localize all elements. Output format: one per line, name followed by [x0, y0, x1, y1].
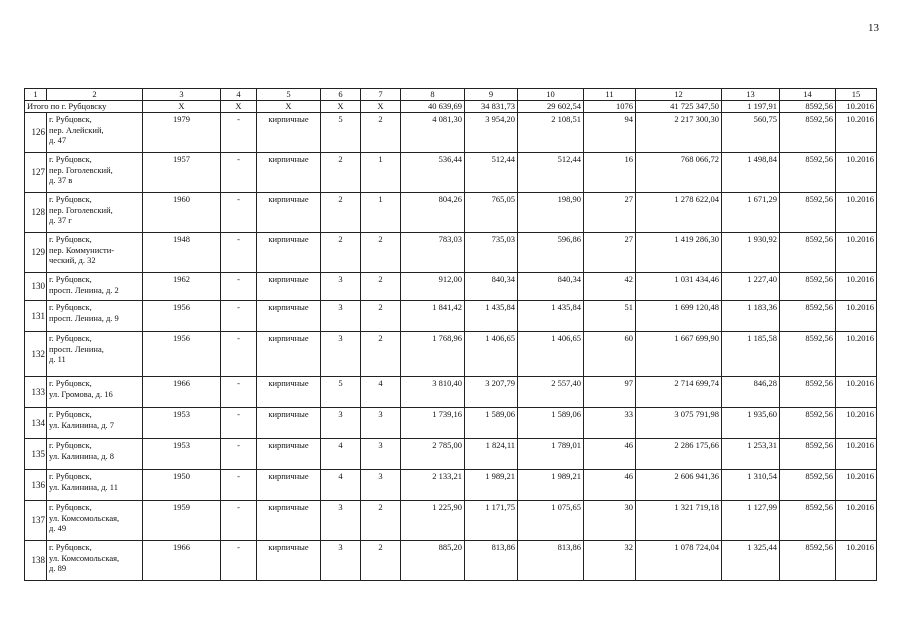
column-number-row	[25, 89, 877, 101]
address-line: ул. Калинина, д. 11	[49, 481, 118, 492]
address-cell	[47, 332, 143, 377]
value-cell: 27	[584, 193, 636, 233]
address-cell	[47, 541, 143, 581]
year-cell: 1956	[143, 332, 221, 377]
entrances-cell: 2	[361, 233, 401, 273]
value-cell: 560,75	[722, 113, 780, 153]
address-line: просп. Ленина, д. 9	[49, 312, 119, 323]
address-line: ул. Комсомольская,	[49, 512, 120, 523]
address-line: г. Рубцовск,	[49, 440, 92, 450]
value-cell: 32	[584, 541, 636, 581]
value-cell: 8592,56	[780, 301, 836, 332]
floors-cell: 3	[321, 273, 361, 301]
value-cell: 60	[584, 332, 636, 377]
year-cell: 1953	[143, 439, 221, 470]
floors-cell: 4	[321, 439, 361, 470]
address-line: г. Рубцовск,	[49, 302, 92, 312]
value-cell: 1 589,06	[518, 408, 584, 439]
floors-cell: 3	[321, 501, 361, 541]
total-cell: Х	[321, 101, 361, 113]
value-cell: 840,34	[465, 273, 518, 301]
year-cell: 1962	[143, 273, 221, 301]
dash-cell: -	[221, 273, 257, 301]
material-cell: кирпичные	[257, 470, 321, 501]
value-cell: 1 031 434,46	[636, 273, 722, 301]
value-cell: 1 435,84	[465, 301, 518, 332]
floors-cell: 5	[321, 377, 361, 408]
column-number-cell: 3	[143, 89, 221, 101]
column-number-cell: 4	[221, 89, 257, 101]
value-cell: 1 768,96	[401, 332, 465, 377]
value-cell: 30	[584, 501, 636, 541]
address-line: д. 89	[49, 563, 67, 573]
value-cell: 1 406,65	[518, 332, 584, 377]
address-line: пер. Алейский,	[49, 124, 104, 135]
address-line: ул. Калинина, д. 8	[49, 450, 115, 461]
row-number: 131	[25, 301, 47, 332]
value-cell: 2 714 699,74	[636, 377, 722, 408]
column-number-cell: 12	[636, 89, 722, 101]
row-number: 127	[25, 153, 47, 193]
address-line: д. 47	[49, 135, 67, 145]
value-cell: 1 824,11	[465, 439, 518, 470]
floors-cell: 2	[321, 193, 361, 233]
value-cell: 1 321 719,18	[636, 501, 722, 541]
value-cell: 8592,56	[780, 273, 836, 301]
address-line: пер. Гоголевский,	[49, 164, 113, 175]
year-cell: 1957	[143, 153, 221, 193]
column-number-cell: 13	[722, 89, 780, 101]
material-cell: кирпичные	[257, 439, 321, 470]
total-cell: 1 197,91	[722, 101, 780, 113]
year-cell: 1956	[143, 301, 221, 332]
value-cell: 768 066,72	[636, 153, 722, 193]
table-row	[25, 470, 877, 501]
total-cell: Х	[257, 101, 321, 113]
entrances-cell: 2	[361, 332, 401, 377]
value-cell: 10.2016	[836, 233, 877, 273]
address-line: ческий, д. 32	[49, 255, 96, 265]
floors-cell: 2	[321, 233, 361, 273]
total-cell: 1076	[584, 101, 636, 113]
table-row	[25, 332, 877, 377]
value-cell: 94	[584, 113, 636, 153]
material-cell: кирпичные	[257, 273, 321, 301]
row-number: 133	[25, 377, 47, 408]
table-row	[25, 408, 877, 439]
dash-cell: -	[221, 113, 257, 153]
value-cell: 33	[584, 408, 636, 439]
value-cell: 2 133,21	[401, 470, 465, 501]
value-cell: 885,20	[401, 541, 465, 581]
table-row	[25, 541, 877, 581]
value-cell: 1 789,01	[518, 439, 584, 470]
floors-cell: 3	[321, 541, 361, 581]
value-cell: 42	[584, 273, 636, 301]
column-number-cell: 10	[518, 89, 584, 101]
value-cell: 8592,56	[780, 193, 836, 233]
entrances-cell: 3	[361, 470, 401, 501]
entrances-cell: 2	[361, 301, 401, 332]
address-line: д. 49	[49, 523, 67, 533]
value-cell: 46	[584, 470, 636, 501]
value-cell: 97	[584, 377, 636, 408]
value-cell: 1 935,60	[722, 408, 780, 439]
value-cell: 8592,56	[780, 408, 836, 439]
value-cell: 10.2016	[836, 439, 877, 470]
year-cell: 1960	[143, 193, 221, 233]
value-cell: 512,44	[465, 153, 518, 193]
column-number-cell: 15	[836, 89, 877, 101]
value-cell: 4 081,30	[401, 113, 465, 153]
value-cell: 1 185,58	[722, 332, 780, 377]
table-row	[25, 501, 877, 541]
material-cell: кирпичные	[257, 332, 321, 377]
value-cell: 2 785,00	[401, 439, 465, 470]
value-cell: 10.2016	[836, 377, 877, 408]
value-cell: 596,86	[518, 233, 584, 273]
value-cell: 8592,56	[780, 541, 836, 581]
address-cell	[47, 193, 143, 233]
row-number: 135	[25, 439, 47, 470]
value-cell: 10.2016	[836, 470, 877, 501]
entrances-cell: 2	[361, 541, 401, 581]
address-line: просп. Ленина, д. 2	[49, 284, 119, 295]
value-cell: 1 310,54	[722, 470, 780, 501]
value-cell: 1 253,31	[722, 439, 780, 470]
value-cell: 1 225,90	[401, 501, 465, 541]
value-cell: 2 286 175,66	[636, 439, 722, 470]
value-cell: 1 667 699,90	[636, 332, 722, 377]
address-cell	[47, 439, 143, 470]
dash-cell: -	[221, 541, 257, 581]
value-cell: 46	[584, 439, 636, 470]
value-cell: 2 557,40	[518, 377, 584, 408]
material-cell: кирпичные	[257, 377, 321, 408]
row-number: 138	[25, 541, 47, 581]
value-cell: 1 325,44	[722, 541, 780, 581]
floors-cell: 2	[321, 153, 361, 193]
value-cell: 16	[584, 153, 636, 193]
material-cell: кирпичные	[257, 501, 321, 541]
address-line: г. Рубцовск,	[49, 502, 92, 512]
value-cell: 10.2016	[836, 153, 877, 193]
address-line: г. Рубцовск,	[49, 542, 92, 552]
column-number-cell: 5	[257, 89, 321, 101]
address-line: г. Рубцовск,	[49, 333, 92, 343]
value-cell: 10.2016	[836, 501, 877, 541]
total-cell: Х	[221, 101, 257, 113]
address-line: д. 11	[49, 354, 66, 364]
entrances-cell: 1	[361, 153, 401, 193]
column-number-cell: 8	[401, 89, 465, 101]
value-cell: 198,90	[518, 193, 584, 233]
value-cell: 1 671,29	[722, 193, 780, 233]
entrances-cell: 2	[361, 273, 401, 301]
value-cell: 1 699 120,48	[636, 301, 722, 332]
address-line: просп. Ленина,	[49, 343, 104, 354]
value-cell: 1 739,16	[401, 408, 465, 439]
page-number: 13	[868, 22, 879, 34]
column-number-cell: 6	[321, 89, 361, 101]
value-cell: 1 498,84	[722, 153, 780, 193]
value-cell: 8592,56	[780, 377, 836, 408]
dash-cell: -	[221, 301, 257, 332]
value-cell: 3 810,40	[401, 377, 465, 408]
value-cell: 912,00	[401, 273, 465, 301]
total-label: Итого по г. Рубцовску	[25, 101, 143, 113]
address-cell	[47, 113, 143, 153]
value-cell: 1 278 622,04	[636, 193, 722, 233]
column-number-cell: 7	[361, 89, 401, 101]
column-number-cell: 11	[584, 89, 636, 101]
value-cell: 8592,56	[780, 439, 836, 470]
dash-cell: -	[221, 153, 257, 193]
address-line: г. Рубцовск,	[49, 378, 92, 388]
year-cell: 1966	[143, 541, 221, 581]
column-number-cell: 9	[465, 89, 518, 101]
column-number-cell: 1	[25, 89, 47, 101]
address-line: г. Рубцовск,	[49, 234, 92, 244]
address-line: д. 37 г	[49, 215, 72, 225]
value-cell: 1 841,42	[401, 301, 465, 332]
address-line: пер. Гоголевский,	[49, 204, 113, 215]
address-cell	[47, 153, 143, 193]
material-cell: кирпичные	[257, 301, 321, 332]
row-number: 136	[25, 470, 47, 501]
address-cell	[47, 301, 143, 332]
value-cell: 813,86	[518, 541, 584, 581]
material-cell: кирпичные	[257, 541, 321, 581]
value-cell: 1 930,92	[722, 233, 780, 273]
year-cell: 1948	[143, 233, 221, 273]
address-cell	[47, 377, 143, 408]
value-cell: 1 171,75	[465, 501, 518, 541]
value-cell: 1 183,36	[722, 301, 780, 332]
value-cell: 804,26	[401, 193, 465, 233]
value-cell: 3 207,79	[465, 377, 518, 408]
column-number-cell: 2	[47, 89, 143, 101]
value-cell: 51	[584, 301, 636, 332]
value-cell: 10.2016	[836, 193, 877, 233]
value-cell: 27	[584, 233, 636, 273]
dash-cell: -	[221, 408, 257, 439]
row-number: 137	[25, 501, 47, 541]
value-cell: 8592,56	[780, 113, 836, 153]
total-cell: Х	[143, 101, 221, 113]
table-row	[25, 273, 877, 301]
dash-cell: -	[221, 377, 257, 408]
dash-cell: -	[221, 233, 257, 273]
year-cell: 1950	[143, 470, 221, 501]
total-cell: 29 602,54	[518, 101, 584, 113]
total-cell: Х	[361, 101, 401, 113]
address-line: пер. Коммунисти-	[49, 244, 115, 255]
table-body	[25, 89, 877, 581]
row-number: 134	[25, 408, 47, 439]
floors-cell: 3	[321, 408, 361, 439]
value-cell: 512,44	[518, 153, 584, 193]
floors-cell: 5	[321, 113, 361, 153]
value-cell: 1 589,06	[465, 408, 518, 439]
value-cell: 2 217 300,30	[636, 113, 722, 153]
year-cell: 1959	[143, 501, 221, 541]
address-line: г. Рубцовск,	[49, 114, 92, 124]
value-cell: 8592,56	[780, 332, 836, 377]
value-cell: 10.2016	[836, 301, 877, 332]
value-cell: 3 075 791,98	[636, 408, 722, 439]
address-line: г. Рубцовск,	[49, 409, 92, 419]
address-cell	[47, 470, 143, 501]
material-cell: кирпичные	[257, 233, 321, 273]
material-cell: кирпичные	[257, 193, 321, 233]
value-cell: 1 419 286,30	[636, 233, 722, 273]
dash-cell: -	[221, 470, 257, 501]
value-cell: 536,44	[401, 153, 465, 193]
value-cell: 10.2016	[836, 408, 877, 439]
year-cell: 1966	[143, 377, 221, 408]
table-row	[25, 153, 877, 193]
value-cell: 10.2016	[836, 541, 877, 581]
material-cell: кирпичные	[257, 113, 321, 153]
row-number: 126	[25, 113, 47, 153]
value-cell: 2 606 941,36	[636, 470, 722, 501]
address-cell	[47, 408, 143, 439]
value-cell: 10.2016	[836, 113, 877, 153]
address-line: ул. Комсомольская,	[49, 552, 120, 563]
address-cell	[47, 273, 143, 301]
total-cell: 34 831,73	[465, 101, 518, 113]
entrances-cell: 3	[361, 439, 401, 470]
entrances-cell: 3	[361, 408, 401, 439]
table-row	[25, 113, 877, 153]
entrances-cell: 4	[361, 377, 401, 408]
table-row	[25, 233, 877, 273]
address-cell	[47, 501, 143, 541]
entrances-cell: 2	[361, 113, 401, 153]
value-cell: 8592,56	[780, 470, 836, 501]
address-line: ул. Громова, д. 16	[49, 388, 113, 399]
value-cell: 1 227,40	[722, 273, 780, 301]
value-cell: 1 435,84	[518, 301, 584, 332]
value-cell: 8592,56	[780, 501, 836, 541]
value-cell: 8592,56	[780, 233, 836, 273]
address-line: г. Рубцовск,	[49, 154, 92, 164]
value-cell: 813,86	[465, 541, 518, 581]
value-cell: 1 078 724,04	[636, 541, 722, 581]
material-cell: кирпичные	[257, 408, 321, 439]
entrances-cell: 1	[361, 193, 401, 233]
housing-registry-table	[24, 88, 877, 581]
value-cell: 1 406,65	[465, 332, 518, 377]
value-cell: 783,03	[401, 233, 465, 273]
value-cell: 735,03	[465, 233, 518, 273]
entrances-cell: 2	[361, 501, 401, 541]
total-row	[25, 101, 877, 113]
address-line: д. 37 в	[49, 175, 73, 185]
dash-cell: -	[221, 501, 257, 541]
value-cell: 765,05	[465, 193, 518, 233]
floors-cell: 3	[321, 301, 361, 332]
value-cell: 1 127,99	[722, 501, 780, 541]
year-cell: 1979	[143, 113, 221, 153]
row-number: 129	[25, 233, 47, 273]
dash-cell: -	[221, 439, 257, 470]
dash-cell: -	[221, 193, 257, 233]
table-row	[25, 439, 877, 470]
value-cell: 1 989,21	[518, 470, 584, 501]
value-cell: 846,28	[722, 377, 780, 408]
value-cell: 3 954,20	[465, 113, 518, 153]
value-cell: 2 108,51	[518, 113, 584, 153]
address-cell	[47, 233, 143, 273]
total-cell: 10.2016	[836, 101, 877, 113]
value-cell: 1 989,21	[465, 470, 518, 501]
address-line: ул. Калинина, д. 7	[49, 419, 115, 430]
total-cell: 8592,56	[780, 101, 836, 113]
address-line: г. Рубцовск,	[49, 194, 92, 204]
row-number: 128	[25, 193, 47, 233]
dash-cell: -	[221, 332, 257, 377]
floors-cell: 4	[321, 470, 361, 501]
year-cell: 1953	[143, 408, 221, 439]
table-row	[25, 193, 877, 233]
column-number-cell: 14	[780, 89, 836, 101]
value-cell: 10.2016	[836, 332, 877, 377]
value-cell: 10.2016	[836, 273, 877, 301]
value-cell: 840,34	[518, 273, 584, 301]
floors-cell: 3	[321, 332, 361, 377]
table-row	[25, 301, 877, 332]
value-cell: 8592,56	[780, 153, 836, 193]
total-cell: 40 639,69	[401, 101, 465, 113]
value-cell: 1 075,65	[518, 501, 584, 541]
address-line: г. Рубцовск,	[49, 471, 92, 481]
row-number: 132	[25, 332, 47, 377]
total-cell: 41 725 347,50	[636, 101, 722, 113]
address-line: г. Рубцовск,	[49, 274, 92, 284]
table-row	[25, 377, 877, 408]
material-cell: кирпичные	[257, 153, 321, 193]
row-number: 130	[25, 273, 47, 301]
